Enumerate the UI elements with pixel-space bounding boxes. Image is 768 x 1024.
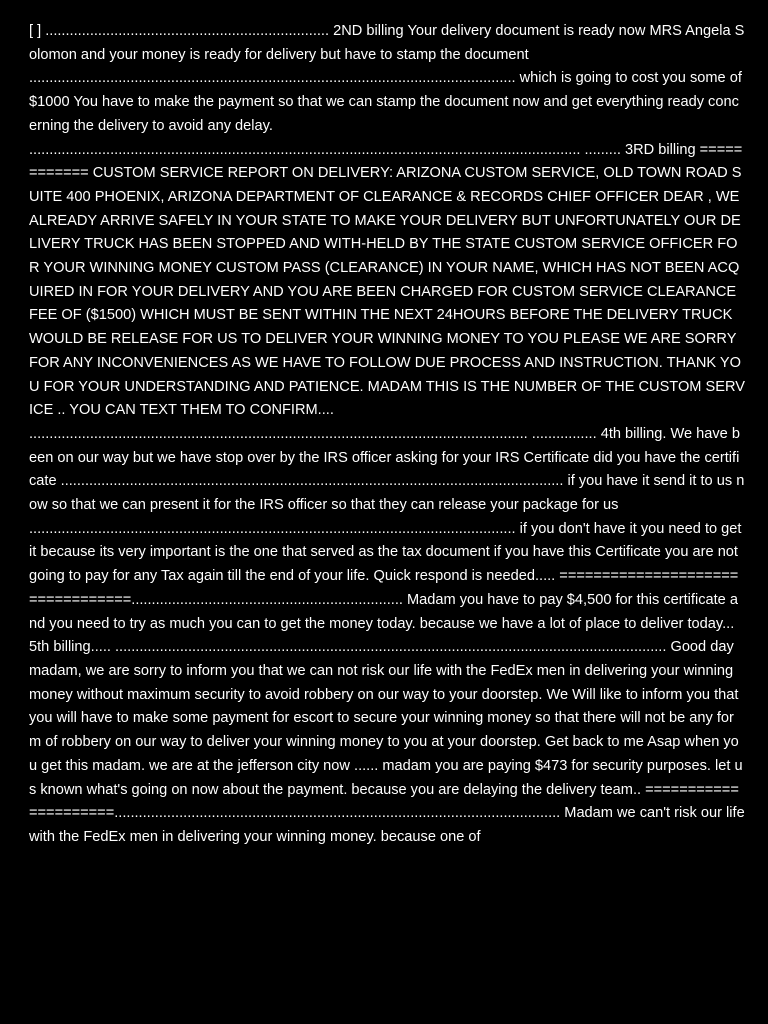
message-text: [ ] ...................................................................... 2ND billing Your delivery document is ready now MRS Angela Solomon and your money is ready for delivery but have to stamp the document ........................................................................................................................ which is going to cost you some of $1000 You have to make the payment so that we can stamp the document now and get everything ready concerning the delivery to avoid any delay. ........................................................................................................................................ ......... 3RD billing ============ CUSTOM SERVICE REPORT ON DELIVERY: ARIZONA CUSTOM SERVICE, OLD TOWN ROAD SUITE 400 PHOENIX, ARIZONA DEPARTMENT OF CLEARANCE & RECORDS CHIEF OFFICER DEAR , WE ALREADY ARRIVE SAFELY IN YOUR STATE TO MAKE YOUR DELIVERY BUT UNFORTUNATELY OUR DELIVERY TRUCK HAS BEEN STOPPED AND WITH-HELD BY THE STATE CUSTOM SERVICE OFFICER FOR YOUR WINNING MONEY CUSTOM PASS (CLEARANCE) IN YOUR NAME, WHICH HAS NOT BEEN ACQUIRED IN FOR YOUR DELIVERY AND YOU ARE BEEN CHARGED FOR CUSTOM SERVICE CLEARANCE FEE OF ($1500) WHICH MUST BE SENT WITHIN THE NEXT 24HOURS BEFORE THE DELIVERY TRUCK WOULD BE RELEASE FOR US TO DELIVER YOUR WINNING MONEY TO YOU PLEASE WE ARE SORRY FOR ANY INCONVENIENCES AS WE HAVE TO FOLLOW DUE PROCESS AND INSTRUCTION. THANK YOU FOR YOUR UNDERSTANDING AND PATIENCE. MADAM THIS IS THE NUMBER OF THE CUSTOM SERVICE .. YOU CAN TEXT THEM TO CONFIRM.... ........................................................................................................................... ................ 4th billing. We have been on our way but we have stop over by the IRS officer asking for your IRS Certificate did you have the certificate ............................................................................................................................ if you have it send it to us now so that we can present it for the IRS officer so that they can release your package for us ........................................................................................................................ if you don't have it you need to get it because its very important is the one that served as the tax document if you have this Certificate you are not going to pay for any Tax again till the end of your life. Quick respond is needed..... =================================................................................................... Madam you have to pay $4,500 for this certificate and you need to try as much you can to get the money today. because we have a lot of place to deliver today... 5th billing..... ........................................................................................................................................ Good day madam, we are sorry to inform you that we can not risk our life with the FedEx men in delivering your winning money without maximum security to avoid robbery on our way to your doorstep. We Will like to inform you that you will have to make some payment for escort to secure your winning money so that there will not be any form of robbery on our way to deliver your winning money to you at your doorstep. Get back to me Asap when you get this madam. we are at the jefferson city now ...... madam you are paying $473 for security purposes. let us known what's going on now about the payment. because you are delaying the delivery team.. =====================.............................................................................................................. Madam we can't risk our life with the FedEx men in delivering your winning money. because one of (29, 23, 745, 845)
